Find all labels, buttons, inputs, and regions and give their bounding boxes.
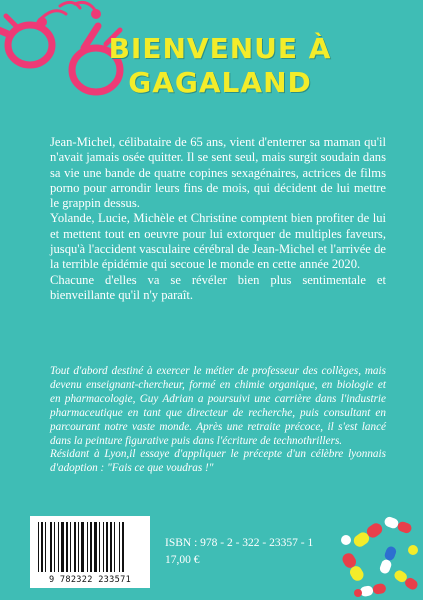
price: 17,00 €	[165, 554, 200, 566]
title-line-1: BIENVENUE À	[108, 32, 332, 65]
book-title	[100, 32, 340, 100]
title-line-2: GAGALAND	[128, 66, 312, 99]
barcode	[30, 516, 150, 588]
author-bio	[50, 365, 386, 476]
synopsis-paragraph: Yolande, Lucie, Michèle et Christine comptent bien profiter de lui et mettent tout en oeuvre pour lui extorquer de multiples faveurs, jusqu'à l'accident vasculaire cérébral de Jean-Michel et l'arrivée de la terrible épidémie qui secoue le monde en cette année 2020.	[50, 211, 386, 272]
synopsis-paragraph: Jean-Michel, célibataire de 65 ans, vient d'enterrer sa maman qu'il n'avait jamais osée quitter. Il se sent seul, mais surgit soudain dans sa vie une bande de quatre copines sexagénaires, actrices de films porno pour arrondir leurs fins de mois, qui décident de lui mettre le grappin dessus.	[50, 135, 386, 211]
pills-icon	[328, 505, 423, 600]
author-bio-paragraph: Résidant à Lyon,il essaye d'appliquer le précepte d'un célèbre lyonnais d'adoption : "Fais ce que voudras !"	[50, 448, 386, 475]
barcode-digits: 9 782322 233571	[48, 575, 132, 585]
barcode-icon	[38, 522, 142, 572]
author-bio-paragraph: Tout d'abord destiné à exercer le métier de professeur des collèges, mais devenu enseignant-chercheur, formé en chimie organique, en biologie et en pharmacologie, Guy Adrian a poursuivi une carrière dans l'industrie pharmaceutique en tant que directeur de recherche, puis consultant en parcourant notre vaste monde. Après une retraite précoce, il s'est lancé dans la peinture figurative puis dans l'écriture de technothrillers.	[50, 365, 386, 447]
isbn: ISBN : 978 - 2 - 322 - 23357 - 1	[165, 537, 314, 549]
synopsis	[50, 135, 386, 303]
synopsis-paragraph: Chacune d'elles va se révéler bien plus sentimentale et bienveillante qu'il n'y paraît.	[50, 272, 386, 302]
